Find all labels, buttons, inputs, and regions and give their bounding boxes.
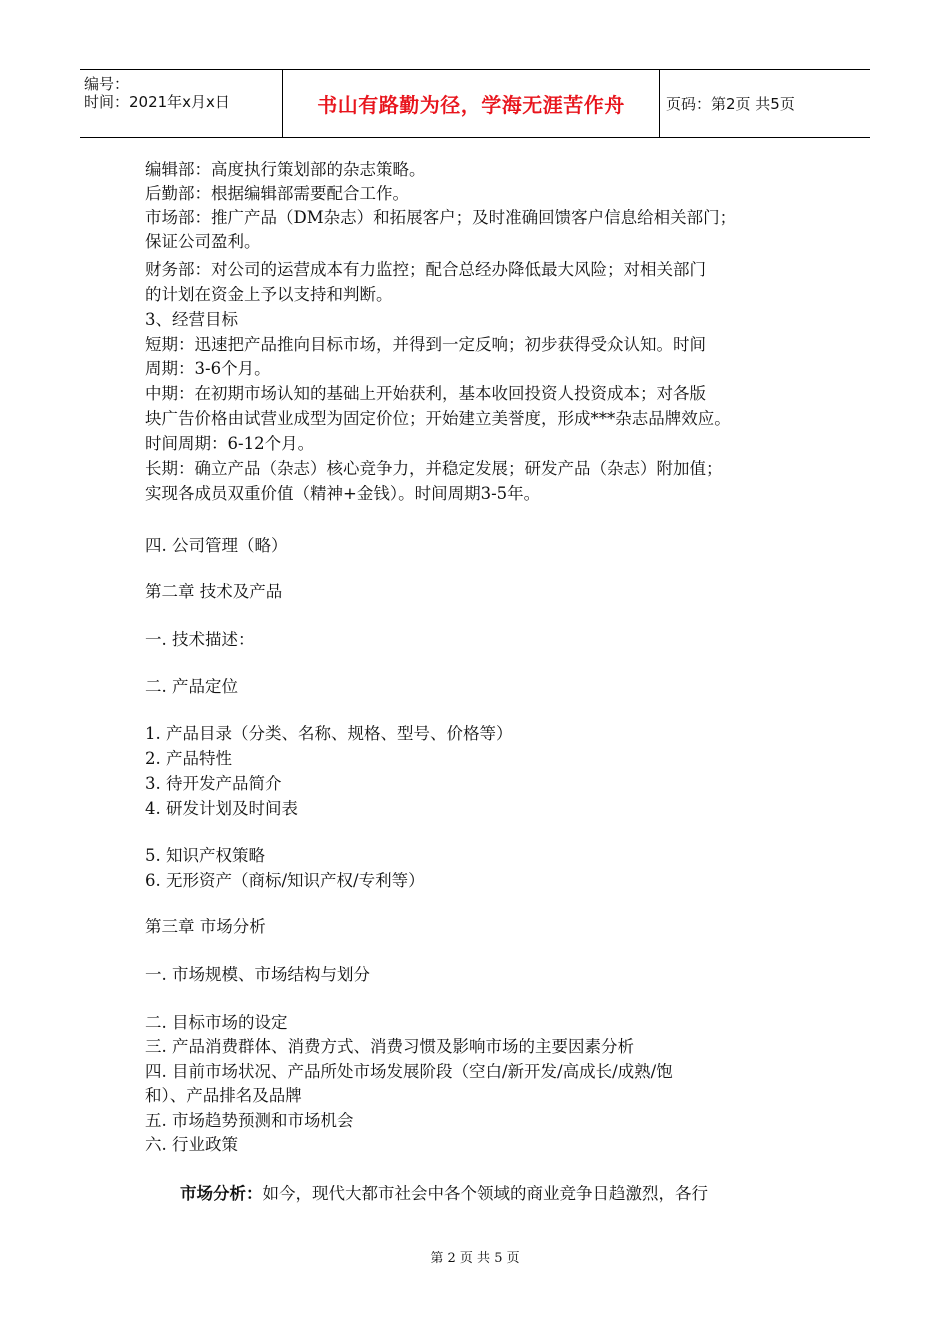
doc-time-label: 时间：2021年x月x日 bbox=[84, 93, 230, 111]
section-heading: 三. 产品消费群体、消费方式、消费习惯及影响市场的主要因素分析 bbox=[145, 1037, 634, 1056]
section-heading: 二. 目标市场的设定 bbox=[145, 1013, 288, 1032]
body-line: 实现各成员双重价值（精神+金钱）。时间周期3-5年。 bbox=[145, 484, 541, 503]
body-line: 时间周期：6-12个月。 bbox=[145, 434, 315, 453]
body-line: 后勤部：根据编辑部需要配合工作。 bbox=[145, 184, 409, 203]
page-header-table bbox=[80, 69, 870, 138]
list-item: 2. 产品特性 bbox=[145, 749, 232, 768]
list-item: 4. 研发计划及时间表 bbox=[145, 799, 298, 818]
page-footer: 第 2 页 共 5 页 bbox=[430, 1251, 520, 1266]
section-heading: 一. 市场规模、市场结构与划分 bbox=[145, 965, 370, 984]
section-heading: 五. 市场趋势预测和市场机会 bbox=[145, 1111, 354, 1130]
section-heading: 3、经营目标 bbox=[145, 310, 238, 329]
header-meta-cell bbox=[80, 70, 283, 137]
body-line: 编辑部：高度执行策划部的杂志策略。 bbox=[145, 160, 426, 179]
body-line: 短期：迅速把产品推向目标市场，并得到一定反响；初步获得受众认知。时间 bbox=[145, 335, 706, 354]
chapter-heading: 第三章 市场分析 bbox=[145, 917, 266, 936]
list-item: 3. 待开发产品简介 bbox=[145, 774, 282, 793]
doc-number-label: 编号： bbox=[84, 75, 130, 93]
list-item: 6. 无形资产（商标/知识产权/专利等） bbox=[145, 871, 425, 890]
header-page-label: 页码：第2页 共5页 bbox=[666, 95, 795, 113]
body-line: 保证公司盈利。 bbox=[145, 232, 261, 251]
market-analysis-paragraph bbox=[180, 1182, 708, 1206]
section-heading: 四. 公司管理（略） bbox=[145, 536, 288, 555]
market-analysis-lead: 市场分析： bbox=[180, 1184, 263, 1203]
header-motto: 书山有路勤为径，学海无涯苦作舟 bbox=[317, 93, 625, 117]
chapter-heading: 第二章 技术及产品 bbox=[145, 582, 283, 601]
market-analysis-text: 如今，现代大都市社会中各个领域的商业竞争日趋激烈，各行 bbox=[262, 1184, 708, 1203]
list-item: 5. 知识产权策略 bbox=[145, 846, 265, 865]
body-line: 长期：确立产品（杂志）核心竞争力，并稳定发展；研发产品（杂志）附加值； bbox=[145, 459, 723, 478]
body-line: 市场部：推广产品（DM杂志）和拓展客户；及时准确回馈客户信息给相关部门； bbox=[145, 208, 737, 227]
body-line: 块广告价格由试营业成型为固定价位；开始建立美誉度，形成***杂志品牌效应。 bbox=[145, 409, 731, 428]
header-motto-cell bbox=[283, 70, 660, 137]
body-line: 财务部：对公司的运营成本有力监控；配合总经办降低最大风险；对相关部门 bbox=[145, 260, 706, 279]
section-heading: 四. 目前市场状况、产品所处市场发展阶段（空白/新开发/高成长/成熟/饱 bbox=[145, 1062, 673, 1081]
body-line: 中期：在初期市场认知的基础上开始获利，基本收回投资人投资成本；对各版 bbox=[145, 384, 706, 403]
section-heading: 二. 产品定位 bbox=[145, 677, 238, 696]
section-heading: 六. 行业政策 bbox=[145, 1135, 238, 1154]
body-line: 周期：3-6个月。 bbox=[145, 359, 271, 378]
list-item: 1. 产品目录（分类、名称、规格、型号、价格等） bbox=[145, 724, 513, 743]
header-page-cell bbox=[660, 70, 870, 137]
section-heading: 一. 技术描述： bbox=[145, 630, 255, 649]
body-line: 的计划在资金上予以支持和判断。 bbox=[145, 285, 393, 304]
section-heading: 和）、产品排名及品牌 bbox=[145, 1086, 302, 1105]
